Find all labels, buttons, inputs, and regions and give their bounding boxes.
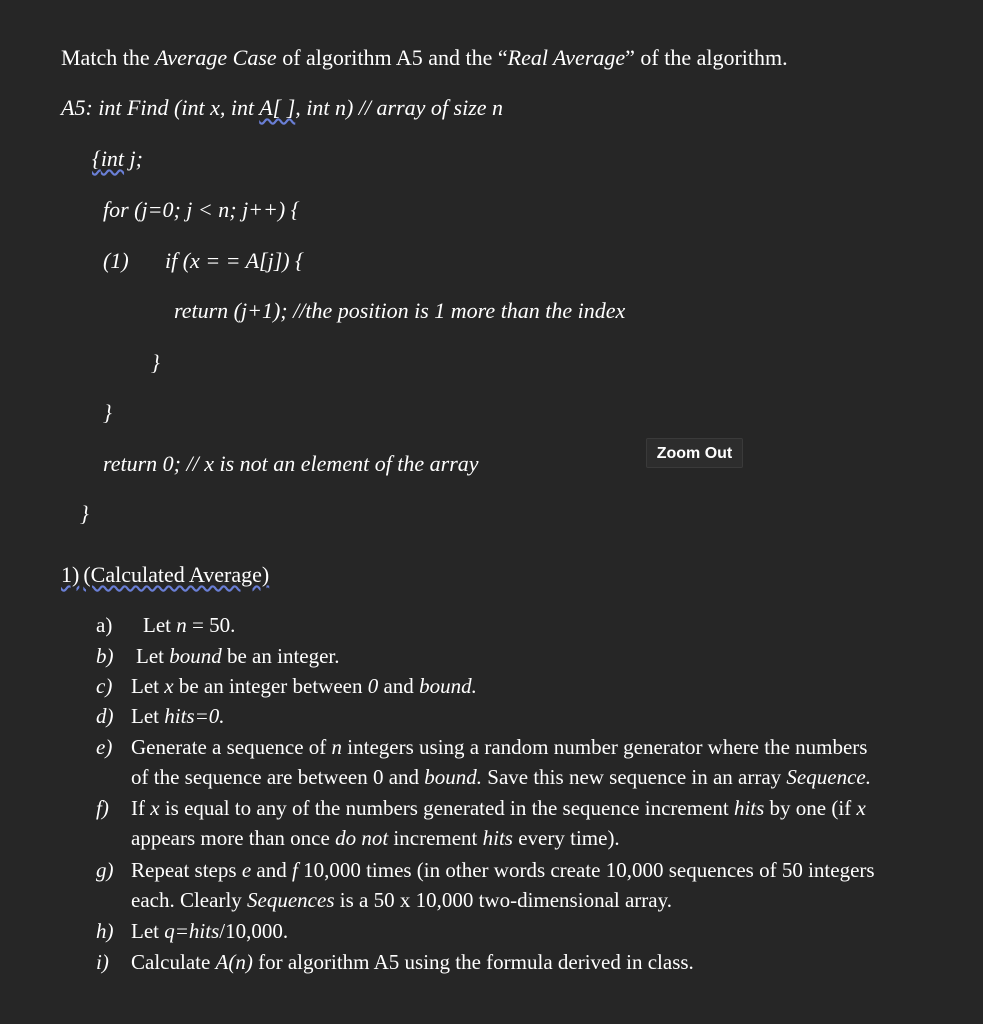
step-b: Let bound be an integer. (136, 644, 340, 668)
code-line-return-zero: return 0; // x is not an element of the array (103, 451, 479, 476)
code-signature: A5: int Find (int x, int A[ ], int n) // array of size n (61, 95, 504, 120)
code-line-close-for: } (103, 400, 112, 425)
step-label-g: g) (96, 858, 114, 882)
code-line-for: for (j=0; j < n; j++) { (103, 197, 300, 222)
code-line-label: (1) (103, 248, 129, 273)
step-g-line-2: each. Clearly Sequences is a 50 x 10,000 two-dimensional array. (131, 888, 672, 912)
step-h: Let q=hits/10,000. (131, 919, 289, 943)
code-line-return: return (j+1); //the position is 1 more than the index (174, 298, 626, 323)
step-a: Let n = 50. (143, 613, 236, 637)
code-line-close-if: } (151, 350, 160, 375)
step-e-line-1: Generate a sequence of n integers using a random number generator where the numbers (131, 735, 868, 759)
step-label-a: a) (96, 613, 113, 637)
code-line-if: if (x = = A[j]) { (165, 248, 304, 273)
step-label-d: d) (96, 704, 114, 728)
real-average-term: Real Average (507, 45, 626, 70)
step-label-e: e) (96, 735, 113, 759)
intro-text-part: of algorithm A5 and the “ (276, 45, 508, 70)
code-line-1: {int j; (92, 146, 143, 171)
intro-text-part: ” of the algorithm. (625, 45, 788, 70)
step-d: Let hits=0. (131, 704, 225, 728)
intro-text-part: Match the (61, 45, 156, 70)
step-label-c: c) (96, 674, 113, 698)
intro-text (61, 44, 788, 72)
step-g-line-1: Repeat steps e and f 10,000 times (in other words create 10,000 sequences of 50 integers (131, 858, 875, 882)
average-case-term: Average Case (155, 45, 277, 70)
step-c: Let x be an integer between 0 and bound. (131, 674, 477, 698)
step-label-i: i) (96, 950, 109, 974)
step-i: Calculate A(n) for algorithm A5 using the formula derived in class. (131, 950, 694, 974)
step-label-b: b) (96, 644, 114, 668)
step-label-f: f) (96, 796, 109, 820)
step-f-line-2: appears more than once do not increment hits every time). (131, 826, 620, 850)
code-line-close-func: } (80, 501, 89, 526)
step-e-line-2: of the sequence are between 0 and bound. Save this new sequence in an array Sequence. (131, 765, 871, 789)
step-f-line-1: If x is equal to any of the numbers generated in the sequence increment hits by one (if x (131, 796, 866, 820)
zoom-out-button[interactable]: Zoom Out (646, 438, 743, 468)
section-heading: 1) (Calculated Average) (61, 562, 270, 587)
step-label-h: h) (96, 919, 114, 943)
